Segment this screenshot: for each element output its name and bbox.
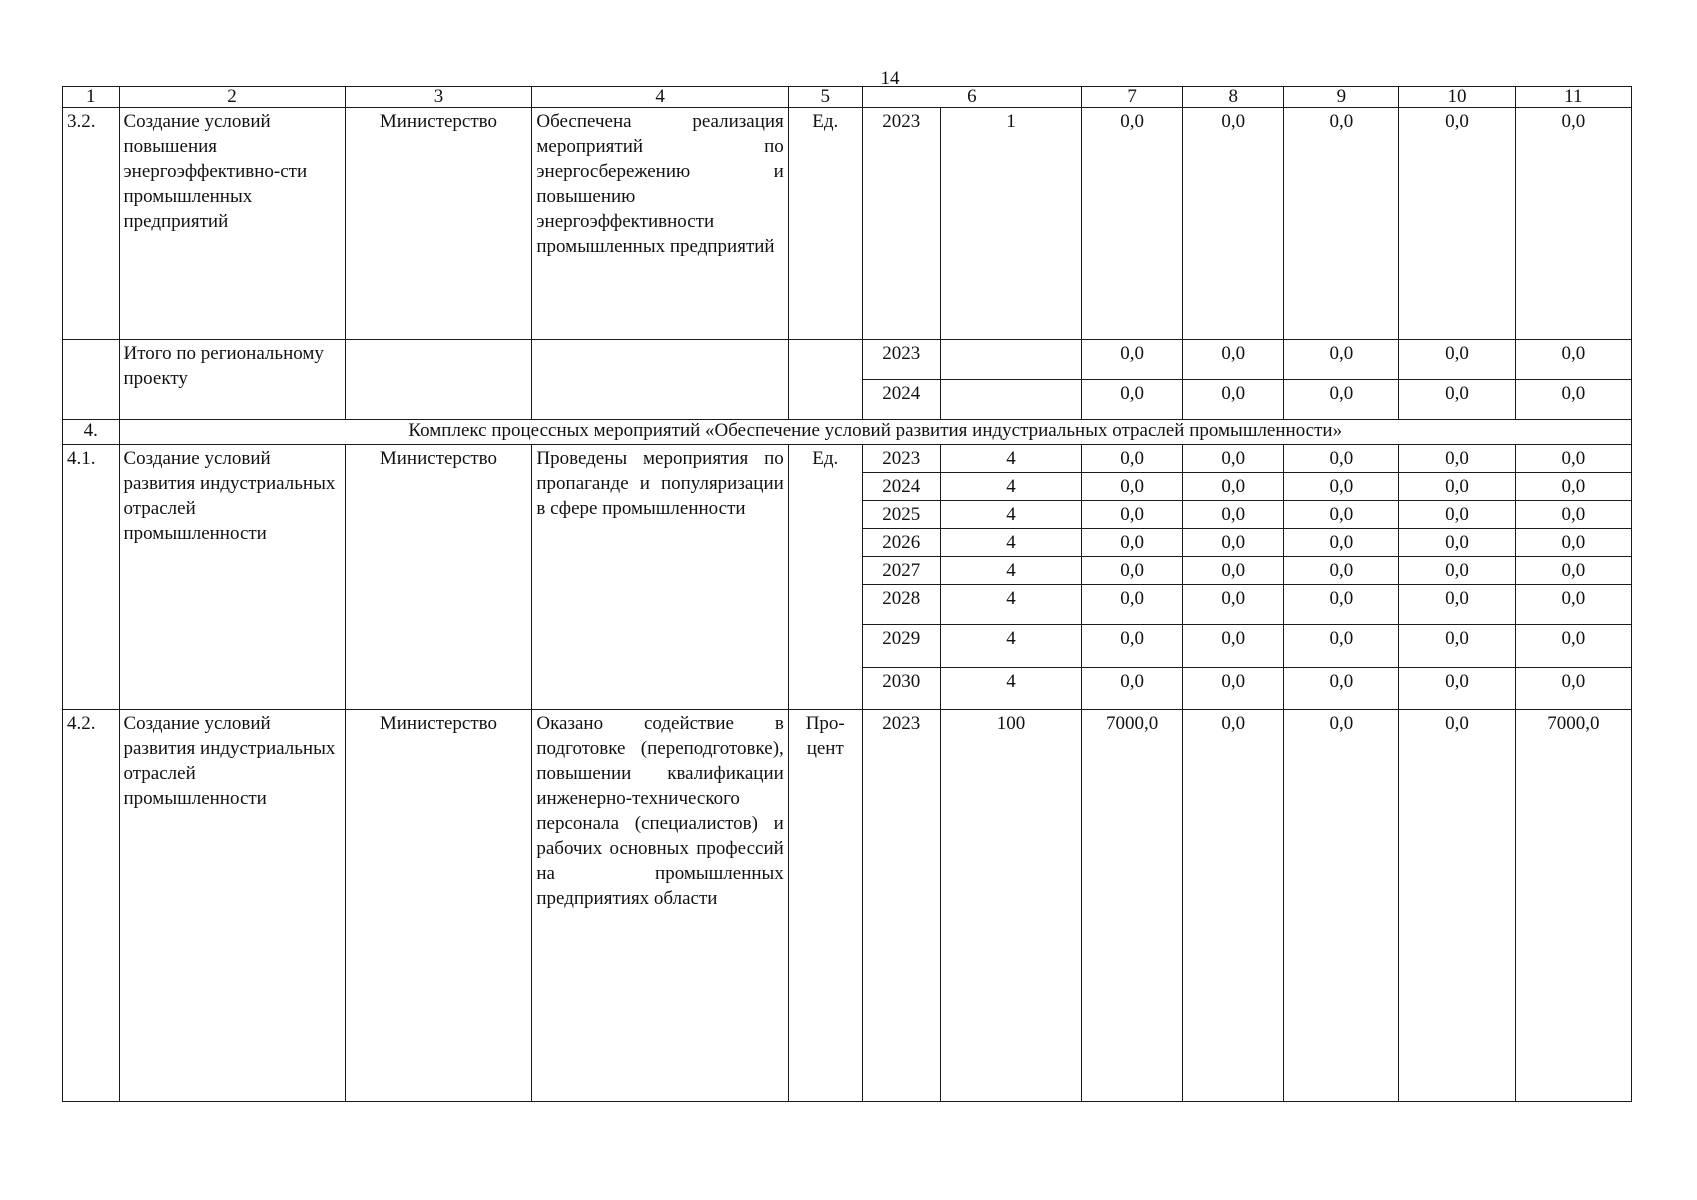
value-col8: 0,0 — [1183, 108, 1284, 340]
header-cell: 7 — [1082, 87, 1183, 108]
value-col11: 7000,0 — [1515, 710, 1631, 1102]
value-col8: 0,0 — [1183, 340, 1284, 380]
header-cell: 8 — [1183, 87, 1284, 108]
year: 2027 — [862, 557, 940, 585]
value-col9: 0,0 — [1284, 585, 1399, 625]
value-col10: 0,0 — [1399, 529, 1515, 557]
total-number-cell — [63, 340, 120, 420]
value-col8: 0,0 — [1183, 557, 1284, 585]
value-col8: 0,0 — [1183, 473, 1284, 501]
header-cell: 10 — [1399, 87, 1515, 108]
value-col8: 0,0 — [1183, 710, 1284, 1102]
value-col9: 0,0 — [1284, 380, 1399, 420]
value-col10: 0,0 — [1399, 380, 1515, 420]
value-col9: 0,0 — [1284, 668, 1399, 710]
total-executor-cell — [345, 340, 532, 420]
value-col8: 0,0 — [1183, 501, 1284, 529]
unit: Ед. — [788, 445, 862, 710]
unit: Про-цент — [788, 710, 862, 1102]
value-col7: 0,0 — [1082, 340, 1183, 380]
value-col7: 7000,0 — [1082, 710, 1183, 1102]
header-cell: 11 — [1515, 87, 1631, 108]
total-label: Итого по региональному проекту — [119, 340, 345, 420]
value-col8: 0,0 — [1183, 529, 1284, 557]
value-col11: 0,0 — [1515, 380, 1631, 420]
year: 2024 — [862, 380, 940, 420]
target-value: 4 — [940, 501, 1081, 529]
value-col11: 0,0 — [1515, 445, 1631, 473]
section-number: 4. — [63, 420, 120, 445]
value-col8: 0,0 — [1183, 380, 1284, 420]
value-col10: 0,0 — [1399, 340, 1515, 380]
target-value: 4 — [940, 445, 1081, 473]
value-col9: 0,0 — [1284, 529, 1399, 557]
value-col10: 0,0 — [1399, 445, 1515, 473]
measure-name: Создание условий развития индустриальных отраслей промышленности — [119, 710, 345, 1102]
target-value: 4 — [940, 668, 1081, 710]
value-col7: 0,0 — [1082, 108, 1183, 340]
value-col9: 0,0 — [1284, 473, 1399, 501]
target-value: 100 — [940, 710, 1081, 1102]
value-col8: 0,0 — [1183, 668, 1284, 710]
target-value: 4 — [940, 529, 1081, 557]
header-cell: 1 — [63, 87, 120, 108]
target-value — [940, 380, 1081, 420]
year: 2023 — [862, 340, 940, 380]
year: 2023 — [862, 710, 940, 1102]
executor: Министерство — [345, 108, 532, 340]
total-row — [63, 340, 1632, 380]
value-col7: 0,0 — [1082, 557, 1183, 585]
target-value: 4 — [940, 625, 1081, 668]
section-title: Комплекс процессных мероприятий «Обеспечение условий развития индустриальных отраслей промышленности» — [119, 420, 1632, 445]
header-cell: 2 — [119, 87, 345, 108]
year: 2023 — [862, 108, 940, 340]
total-unit-cell — [788, 340, 862, 420]
value-col11: 0,0 — [1515, 108, 1631, 340]
value-col11: 0,0 — [1515, 340, 1631, 380]
header-cell: 5 — [788, 87, 862, 108]
total-result-cell — [532, 340, 788, 420]
value-col8: 0,0 — [1183, 625, 1284, 668]
measure-name: Создание условий развития индустриальных отраслей промышленности — [119, 445, 345, 710]
section-row — [63, 420, 1632, 445]
year: 2025 — [862, 501, 940, 529]
value-col11: 0,0 — [1515, 473, 1631, 501]
year: 2028 — [862, 585, 940, 625]
value-col11: 0,0 — [1515, 625, 1631, 668]
value-col7: 0,0 — [1082, 445, 1183, 473]
value-col11: 0,0 — [1515, 529, 1631, 557]
value-col7: 0,0 — [1082, 668, 1183, 710]
value-col8: 0,0 — [1183, 585, 1284, 625]
table-row — [63, 710, 1632, 1102]
table-row — [63, 108, 1632, 340]
value-col10: 0,0 — [1399, 625, 1515, 668]
value-col10: 0,0 — [1399, 501, 1515, 529]
value-col10: 0,0 — [1399, 557, 1515, 585]
header-cell: 3 — [345, 87, 532, 108]
value-col7: 0,0 — [1082, 585, 1183, 625]
result-description: Оказано содействие в подготовке (переподготовке), повышении квалификации инженерно-технического персонала (специалистов) и рабочих основных профессий на промышленных предприятиях области — [532, 710, 788, 1102]
value-col7: 0,0 — [1082, 473, 1183, 501]
value-col11: 0,0 — [1515, 585, 1631, 625]
header-row — [63, 87, 1632, 108]
program-table — [62, 86, 1632, 1102]
header-cell: 6 — [862, 87, 1081, 108]
value-col7: 0,0 — [1082, 529, 1183, 557]
value-col7: 0,0 — [1082, 380, 1183, 420]
value-col11: 0,0 — [1515, 501, 1631, 529]
table-row — [63, 445, 1632, 473]
header-cell: 4 — [532, 87, 788, 108]
row-number: 4.1. — [63, 445, 120, 710]
target-value: 4 — [940, 557, 1081, 585]
value-col9: 0,0 — [1284, 557, 1399, 585]
value-col11: 0,0 — [1515, 557, 1631, 585]
year: 2030 — [862, 668, 940, 710]
result-description: Обеспечена реализация мероприятий по энергосбережению и повышению энергоэффективности промышленных предприятий — [532, 108, 788, 340]
value-col10: 0,0 — [1399, 108, 1515, 340]
value-col9: 0,0 — [1284, 710, 1399, 1102]
value-col10: 0,0 — [1399, 668, 1515, 710]
value-col9: 0,0 — [1284, 108, 1399, 340]
page-number: 14 — [880, 68, 900, 89]
measure-name: Создание условий повышения энергоэффективно-сти промышленных предприятий — [119, 108, 345, 340]
value-col11: 0,0 — [1515, 668, 1631, 710]
year: 2026 — [862, 529, 940, 557]
value-col10: 0,0 — [1399, 473, 1515, 501]
target-value — [940, 340, 1081, 380]
year: 2029 — [862, 625, 940, 668]
result-description: Проведены мероприятия по пропаганде и популяризации в сфере промышленности — [532, 445, 788, 710]
row-number: 4.2. — [63, 710, 120, 1102]
executor: Министерство — [345, 710, 532, 1102]
value-col8: 0,0 — [1183, 445, 1284, 473]
executor: Министерство — [345, 445, 532, 710]
year: 2024 — [862, 473, 940, 501]
year: 2023 — [862, 445, 940, 473]
target-value: 1 — [940, 108, 1081, 340]
value-col10: 0,0 — [1399, 710, 1515, 1102]
target-value: 4 — [940, 585, 1081, 625]
header-cell: 9 — [1284, 87, 1399, 108]
value-col10: 0,0 — [1399, 585, 1515, 625]
row-number: 3.2. — [63, 108, 120, 340]
value-col9: 0,0 — [1284, 625, 1399, 668]
value-col7: 0,0 — [1082, 501, 1183, 529]
value-col9: 0,0 — [1284, 501, 1399, 529]
value-col9: 0,0 — [1284, 445, 1399, 473]
unit: Ед. — [788, 108, 862, 340]
target-value: 4 — [940, 473, 1081, 501]
value-col7: 0,0 — [1082, 625, 1183, 668]
value-col9: 0,0 — [1284, 340, 1399, 380]
